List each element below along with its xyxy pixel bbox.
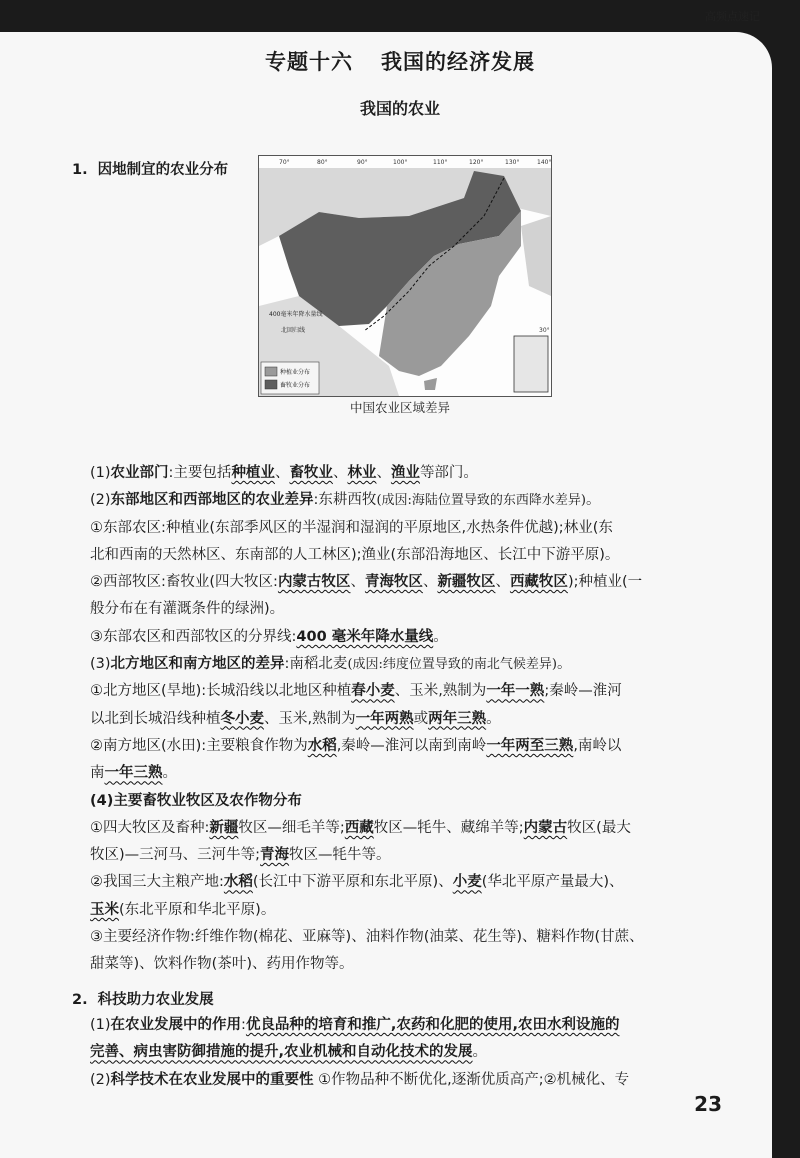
paragraph-line: ①北方地区(旱地):长城沿线以北地区种植春小麦、玉米,熟制为一年一熟;秦岭—淮河 bbox=[90, 683, 622, 700]
page-title bbox=[0, 46, 800, 76]
lon-tick: 140° bbox=[537, 159, 551, 166]
lon-tick: 100° bbox=[393, 159, 408, 166]
hainan-island bbox=[424, 378, 437, 390]
china-agriculture-map bbox=[258, 155, 552, 397]
lon-tick: 90° bbox=[357, 159, 368, 166]
legend-label: 种植业分布 bbox=[280, 369, 311, 376]
section-2-title: 科技助力农业发展 bbox=[97, 992, 214, 1008]
lon-tick: 80° bbox=[317, 159, 328, 166]
paragraph-line: ②西部牧区:畜牧业(四大牧区:内蒙古牧区、青海牧区、新疆牧区、西藏牧区);种植业(一 bbox=[90, 574, 643, 591]
paragraph-line: ①东部农区:种植业(东部季风区的半湿润和湿润的平原地区,水热条件优越);林业(东 bbox=[90, 519, 613, 536]
topic-name: 我国的经济发展 bbox=[381, 50, 535, 74]
paragraph-line: (1)在农业发展中的作用:优良品种的培育和推广,农药和化肥的使用,农田水利设施的 bbox=[90, 1017, 620, 1033]
paragraph-line: 南一年三熟。 bbox=[90, 765, 177, 782]
legend-label: 畜牧业分布 bbox=[280, 382, 311, 389]
paragraph-line: ②南方地区(水田):主要粮食作物为水稻,秦岭—淮河以南到南岭一年两至三熟,南岭以 bbox=[90, 737, 622, 754]
map-graphic bbox=[259, 156, 551, 396]
paragraph-line: 北和西南的天然林区、东南部的人工林区);渔业(东部沿海地区、长江中下游平原)。 bbox=[90, 546, 620, 563]
legend-swatch-farming bbox=[265, 367, 277, 376]
lon-tick: 70° bbox=[279, 159, 290, 166]
tropic-label: 北回归线 bbox=[281, 327, 306, 334]
paragraph-line: 以北到长城沿线种植冬小麦、玉米,熟制为一年两熟或两年三熟。 bbox=[90, 710, 501, 727]
section-subtitle: 我国的农业 bbox=[359, 99, 440, 118]
section-2-body bbox=[90, 1012, 730, 1094]
paragraph-line: ③东部农区和西部牧区的分界线:400 毫米年降水量线。 bbox=[90, 628, 448, 645]
section-1-title: 因地制宜的农业分布 bbox=[97, 162, 229, 178]
paragraph-line: 玉米(东北平原和华北平原)。 bbox=[90, 901, 276, 918]
lon-tick: 110° bbox=[433, 159, 448, 166]
section-2-number: 2. bbox=[72, 992, 88, 1008]
paragraph-line: 牧区)—三河马、三河牛等;青海牧区—牦牛等。 bbox=[90, 847, 391, 864]
paragraph-line: ③主要经济作物:纤维作物(棉花、亚麻等)、油料作物(油菜、花生等)、糖料作物(甘蔗、 bbox=[90, 929, 644, 946]
lon-tick: 120° bbox=[469, 159, 484, 166]
lat-tick: 30° bbox=[539, 327, 550, 334]
topic-number: 专题十六 bbox=[265, 50, 353, 74]
page-number: 23 bbox=[694, 1092, 722, 1116]
map-caption: 中国农业区域差异 bbox=[349, 400, 450, 415]
section-1-heading bbox=[72, 158, 228, 179]
section-1-body bbox=[90, 460, 730, 979]
paragraph-line: (2)科学技术在农业发展中的重要性 ①作物品种不断优化,逐渐优质高产;②机械化、专 bbox=[90, 1071, 630, 1088]
paragraph-line: 完善、病虫害防御措施的提升,农业机械和自动化技术的发展。 bbox=[90, 1044, 488, 1061]
paragraph-line: ①四大牧区及畜种:新疆牧区—细毛羊等;西藏牧区—牦牛、藏绵羊等;内蒙古牧区(最大 bbox=[90, 819, 631, 836]
section-2-heading bbox=[72, 988, 214, 1009]
south-sea-inset bbox=[514, 336, 548, 392]
paragraph-line: 甜菜等)、饮料作物(茶叶)、药用作物等。 bbox=[90, 956, 354, 973]
paragraph-line: ②我国三大主粮产地:水稻(长江中下游平原和东北平原)、小麦(华北平原产量最大)、 bbox=[90, 874, 624, 891]
paragraph-line: (2)东部地区和西部地区的农业差异:东耕西牧(成因:海陆位置导致的东西降水差异)。 bbox=[90, 492, 601, 509]
paragraph-line: (1)农业部门:主要包括种植业、畜牧业、林业、渔业等部门。 bbox=[90, 465, 478, 481]
lon-tick: 130° bbox=[505, 159, 520, 166]
paragraph-line: (3)北方地区和南方地区的差异:南稻北麦(成因:纬度位置导致的南北气候差异)。 bbox=[90, 656, 572, 673]
header-tag: 高频点速记 bbox=[705, 10, 760, 23]
legend-swatch-pastoral bbox=[265, 380, 277, 389]
neighbour-land bbox=[521, 216, 551, 296]
precipitation-line-label: 400毫米年降水量线 bbox=[269, 311, 323, 318]
paragraph-line: 般分布在有灌溉条件的绿洲)。 bbox=[90, 601, 285, 618]
paragraph-line: (4)主要畜牧业牧区及农作物分布 bbox=[90, 792, 302, 809]
section-1-number: 1. bbox=[72, 162, 88, 178]
